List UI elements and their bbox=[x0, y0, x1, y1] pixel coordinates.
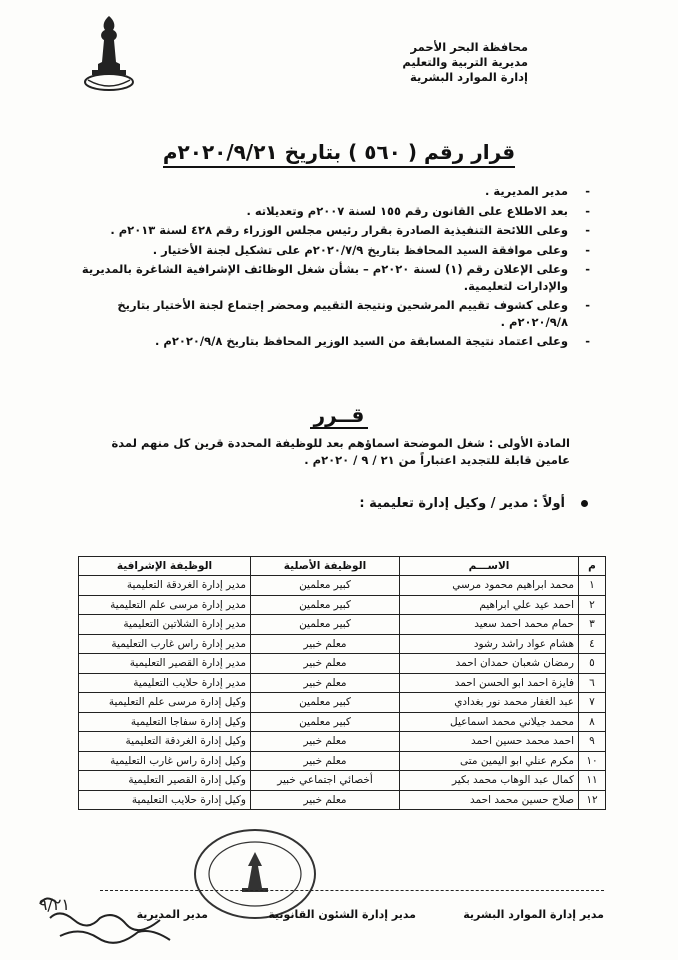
cell-supervisory: وكيل إدارة القصير التعليمية bbox=[79, 771, 251, 791]
table-row bbox=[79, 712, 606, 732]
cell-original: كبير معلمين bbox=[251, 595, 400, 615]
col-num-header: م bbox=[579, 557, 606, 576]
table-row bbox=[79, 595, 606, 615]
cell-name: احمد محمد حسين احمد bbox=[400, 732, 579, 752]
signature-directorate: مدير المديرية bbox=[136, 908, 208, 921]
cell-name: فايزة احمد ابو الحسن احمد bbox=[400, 673, 579, 693]
cell-original: معلم خبير bbox=[251, 634, 400, 654]
table-row bbox=[79, 732, 606, 752]
handwritten-date: ٩/٢١ bbox=[38, 895, 70, 914]
appointments-table bbox=[78, 556, 606, 810]
preamble-item: - وعلى اعتماد نتيجة المسابقة من السيد الوزير المحافظ بتاريخ ٢٠٢٠/٩/٨م . bbox=[70, 333, 590, 350]
cell-num: ٩ bbox=[579, 732, 606, 752]
decision-heading bbox=[0, 403, 678, 427]
cell-name: حمام محمد احمد سعيد bbox=[400, 615, 579, 635]
table-row bbox=[79, 576, 606, 596]
cell-supervisory: مدير إدارة راس غارب التعليمية bbox=[79, 634, 251, 654]
preamble-item: - وعلى كشوف تقييم المرشحين ونتيجة التقييم ومحضر إجتماع لجنة الأختيار بتاريخ ٢٠٢٠/٩/٨م . bbox=[70, 297, 590, 330]
cell-supervisory: مدير إدارة الشلاتين التعليمية bbox=[79, 615, 251, 635]
table-row bbox=[79, 693, 606, 713]
cell-supervisory: وكيل إدارة راس غارب التعليمية bbox=[79, 751, 251, 771]
section-heading bbox=[359, 496, 588, 511]
cell-name: صلاح حسين محمد احمد bbox=[400, 790, 579, 810]
cell-original: معلم خبير bbox=[251, 673, 400, 693]
cell-name: عبد الغفار محمد نور بغدادي bbox=[400, 693, 579, 713]
cell-original: كبير معلمين bbox=[251, 693, 400, 713]
cell-supervisory: مدير إدارة القصير التعليمية bbox=[79, 654, 251, 674]
table-row bbox=[79, 673, 606, 693]
decision-title-text: قرار رقم ( ٥٦٠ ) بتاريخ ٢٠٢٠/٩/٢١م bbox=[163, 140, 515, 168]
cell-num: ٤ bbox=[579, 634, 606, 654]
cell-original: كبير معلمين bbox=[251, 615, 400, 635]
cell-original: كبير معلمين bbox=[251, 712, 400, 732]
cell-supervisory: وكيل إدارة مرسى علم التعليمية bbox=[79, 693, 251, 713]
section-heading-text: أولاً : مدير / وكيل إدارة تعليمية : bbox=[359, 496, 565, 511]
cell-num: ٧ bbox=[579, 693, 606, 713]
cell-name: رمضان شعبان حمدان احمد bbox=[400, 654, 579, 674]
department-name: إدارة الموارد البشرية bbox=[410, 70, 528, 84]
cell-name: محمد جيلاني محمد اسماعيل bbox=[400, 712, 579, 732]
preamble-item: - بعد الاطلاع على القانون رقم ١٥٥ لسنة ٢٠٠٧م وتعديلاته . bbox=[70, 203, 590, 220]
cell-original: معلم خبير bbox=[251, 654, 400, 674]
cell-original: معلم خبير bbox=[251, 790, 400, 810]
cell-name: احمد عيد علي ابراهيم bbox=[400, 595, 579, 615]
directorate-name: مديرية التربية والتعليم bbox=[402, 55, 528, 69]
cell-original: كبير معلمين bbox=[251, 576, 400, 596]
table-header-row bbox=[79, 557, 606, 576]
bullet-icon bbox=[581, 500, 588, 507]
cell-original: أخصائي اجتماعي خبير bbox=[251, 771, 400, 791]
cell-name: كمال عبد الوهاب محمد بكير bbox=[400, 771, 579, 791]
col-supervisory-header: الوظيفة الإشرافية bbox=[79, 557, 251, 576]
cell-supervisory: وكيل إدارة سفاجا التعليمية bbox=[79, 712, 251, 732]
cell-num: ٨ bbox=[579, 712, 606, 732]
cell-num: ١ bbox=[579, 576, 606, 596]
cell-supervisory: وكيل إدارة حلايب التعليمية bbox=[79, 790, 251, 810]
cell-supervisory: مدير إدارة الغردقة التعليمية bbox=[79, 576, 251, 596]
preamble-item: - وعلى موافقة السيد المحافظ بتاريخ ٢٠٢٠/٧/٩م على تشكيل لجنة الأختيار . bbox=[70, 242, 590, 259]
table-body bbox=[79, 576, 606, 810]
table-row bbox=[79, 634, 606, 654]
handwritten-signature bbox=[30, 880, 180, 950]
cell-supervisory: مدير إدارة مرسى علم التعليمية bbox=[79, 595, 251, 615]
governorate-emblem-icon bbox=[78, 12, 140, 92]
cell-num: ١٢ bbox=[579, 790, 606, 810]
cell-supervisory: مدير إدارة حلايب التعليمية bbox=[79, 673, 251, 693]
table-row bbox=[79, 615, 606, 635]
cell-name: مكرم عنلي ابو اليمين متى bbox=[400, 751, 579, 771]
cell-num: ٢ bbox=[579, 595, 606, 615]
table-row bbox=[79, 790, 606, 810]
signature-legal: مدير إدارة الشئون القانونية bbox=[268, 908, 416, 921]
table-row bbox=[79, 654, 606, 674]
preamble-item: - وعلى اللائحة التنفيذية الصادرة بقرار رئيس مجلس الوزراء رقم ٤٢٨ لسنة ٢٠١٣م . bbox=[70, 222, 590, 239]
col-name-header: الاســـم bbox=[400, 557, 579, 576]
article-one: المادة الأولى : شغل الموضحة اسماؤهم بعد للوظيفة المحددة قرين كل منهم لمدة عامين قابلة للتجديد اعتباراً من ٢١ / ٩ / ٢٠٢٠م . bbox=[111, 436, 570, 467]
decision-title bbox=[0, 140, 678, 164]
governorate-name: محافظة البحر الأحمر bbox=[410, 40, 528, 54]
cell-num: ١٠ bbox=[579, 751, 606, 771]
cell-num: ٦ bbox=[579, 673, 606, 693]
decision-heading-text: قــرر bbox=[310, 403, 369, 429]
cell-name: محمد ابراهيم محمود مرسي bbox=[400, 576, 579, 596]
table-row bbox=[79, 751, 606, 771]
cell-num: ١١ bbox=[579, 771, 606, 791]
preamble-list bbox=[70, 183, 590, 353]
col-original-header: الوظيفة الأصلية bbox=[251, 557, 400, 576]
cell-num: ٥ bbox=[579, 654, 606, 674]
preamble-item: - مدير المديرية . bbox=[70, 183, 590, 200]
table-row bbox=[79, 771, 606, 791]
cell-original: معلم خبير bbox=[251, 751, 400, 771]
cell-supervisory: وكيل إدارة الغردقة التعليمية bbox=[79, 732, 251, 752]
letterhead bbox=[402, 40, 528, 85]
cell-original: معلم خبير bbox=[251, 732, 400, 752]
cell-name: هشام عواد راشد رشود bbox=[400, 634, 579, 654]
preamble-item: - وعلى الإعلان رقم (١) لسنة ٢٠٢٠م – بشأن شغل الوظائف الإشرافية الشاغرة بالمديرية والإدارات لتعليمية. bbox=[70, 261, 590, 294]
cell-num: ٣ bbox=[579, 615, 606, 635]
signature-hr: مدير إدارة الموارد البشرية bbox=[463, 908, 604, 921]
